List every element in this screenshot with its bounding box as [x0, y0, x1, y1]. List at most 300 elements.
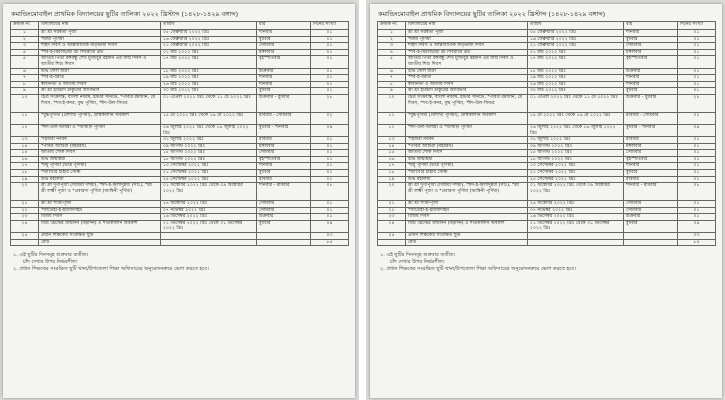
cell-name: *বুদ্ধপূর্ণিমা (বৈশাখী পূর্ণিমা), গ্রীষ্মকালীন অবকাশ — [406, 112, 528, 124]
cell-serial — [11, 239, 39, 246]
cell-days: ০১ — [678, 163, 716, 170]
table-row — [11, 137, 349, 144]
cell-serial: ৪ — [378, 49, 406, 56]
cell-days: ০৯ — [678, 220, 716, 232]
table-row — [378, 156, 716, 163]
table-row — [378, 233, 716, 240]
cell-serial: ১১ — [11, 112, 39, 124]
cell-name: *ঈদ-উল-আযহা ও *আষাঢ়ী পূর্ণিমা — [406, 124, 528, 136]
cell-day — [624, 239, 678, 246]
cell-day: শনিবার — [257, 75, 311, 82]
cell-date: ০৫ ফেব্রুয়ারি ২০২২ খ্রিঃ — [528, 30, 624, 37]
cell-date: ১৫ আগস্ট ২০২২ খ্রিঃ — [528, 150, 624, 157]
cell-date: ৩১ জুলাই ২০২২ খ্রিঃ — [161, 137, 257, 144]
table-row — [378, 176, 716, 183]
table-row — [11, 143, 349, 150]
col-header-serial: ক্রমিক নং — [378, 22, 406, 30]
table-row — [378, 239, 716, 246]
col-header-days: দিনের সংখ্যা — [311, 22, 349, 30]
cell-date: ২৬ মার্চ ২০২২ খ্রিঃ — [161, 81, 257, 88]
cell-name: শ্রী শ্রী শ্যামাপূজা — [39, 201, 161, 208]
cell-days: ০১ — [678, 68, 716, 75]
cell-days: ০১ — [678, 150, 716, 157]
cell-day: রবিবার - সোমবার — [624, 112, 678, 124]
cell-date: ০৯ আগস্ট ২০২২ খ্রিঃ — [528, 143, 624, 150]
cell-days: ০১ — [311, 207, 349, 214]
cell-date: ৩১ জুলাই ২০২২ খ্রিঃ — [528, 137, 624, 144]
cell-day: শনিবার - রবিবার — [624, 183, 678, 201]
table-row — [11, 214, 349, 221]
cell-name: *ফাতেহা-ই-ইয়াজদাহম — [406, 207, 528, 214]
cell-day: শুক্রবার - বুধবার — [624, 94, 678, 112]
cell-days: ০২ — [311, 112, 349, 124]
cell-serial: ১৯ — [11, 176, 39, 183]
cell-days: ৮৫ — [678, 239, 716, 246]
col-header-name: বিদ্যালয়ের নাম — [406, 22, 528, 30]
cell-date: ১৭ মার্চ ২০২২ খ্রিঃ — [161, 56, 257, 68]
cell-serial: ২২ — [11, 207, 39, 214]
cell-date: ০৭ নভেম্বর ২০২২ খ্রিঃ — [161, 207, 257, 214]
cell-name: শ্রী শ্রী সরস্বতী পূজা — [406, 30, 528, 37]
cell-day: মঙ্গলবার — [624, 143, 678, 150]
cell-day: শনিবার — [257, 30, 311, 37]
table-row — [378, 183, 716, 201]
cell-name: শুভ জন্মাষ্টমী — [406, 156, 528, 163]
cell-date: ১৮ মার্চ ২০২২ খ্রিঃ — [161, 68, 257, 75]
cell-day: শুক্রবার - বুধবার — [257, 94, 311, 112]
cell-day: সোমবার — [257, 150, 311, 157]
cell-day: বুধবার — [257, 88, 311, 95]
cell-day — [257, 239, 311, 246]
cell-days: ০৩ — [311, 233, 349, 240]
cell-days: ০১ — [678, 201, 716, 208]
table-row — [11, 81, 349, 88]
cell-name: স্বাধীনতা ও জাতীয় দিবস — [406, 81, 528, 88]
cell-name: *বুদ্ধপূর্ণিমা (বৈশাখী পূর্ণিমা), গ্রীষ্মকালীন অবকাশ — [39, 112, 161, 124]
cell-day: সোমবার — [624, 207, 678, 214]
table-row — [378, 150, 716, 157]
cell-date: ৩০ মার্চ ২০২২ খ্রিঃ — [528, 88, 624, 95]
cell-days: ০১ — [311, 56, 349, 68]
cell-date: ১০ সেপ্টেম্বর ২০২২ খ্রিঃ — [161, 163, 257, 170]
cell-serial: ১৭ — [378, 163, 406, 170]
cell-serial: ১২ — [378, 124, 406, 136]
table-row — [378, 124, 716, 136]
cell-days: ০১ — [678, 36, 716, 43]
cell-date: ০৬ জুলাই ২০২২ খ্রিঃ থেকে ১৬ জুলাই ২০২২ খ্রিঃ — [528, 124, 624, 136]
table-row — [11, 94, 349, 112]
table-row — [378, 163, 716, 170]
cell-name: শ্রী শ্রী শ্যামাপূজা — [406, 201, 528, 208]
cell-name: জাতীয় শোক দিবস — [406, 150, 528, 157]
cell-days: ০১ — [678, 30, 716, 37]
cell-day: মঙ্গলবার — [257, 143, 311, 150]
cell-days: ০১ — [311, 214, 349, 221]
table-row — [378, 43, 716, 50]
cell-day: রবিবার - সোমবার — [257, 112, 311, 124]
cell-serial: ২ — [11, 36, 39, 43]
cell-name: মোট — [406, 239, 528, 246]
cell-name: জাতীয় শোক দিবস — [39, 150, 161, 157]
cell-day — [257, 233, 311, 240]
cell-serial: ২১ — [378, 201, 406, 208]
table-row — [11, 207, 349, 214]
table-row — [378, 137, 716, 144]
cell-days: ০১ — [311, 201, 349, 208]
cell-serial: ২০ — [378, 183, 406, 201]
cell-days: ০১ — [311, 30, 349, 37]
cell-day: শনিবার — [624, 163, 678, 170]
table-row — [11, 220, 349, 232]
cell-date: ১৮ আগস্ট ২০২২ খ্রিঃ — [528, 156, 624, 163]
cell-date: ২৫ সেপ্টেম্বর ২০২২ খ্রিঃ — [161, 176, 257, 183]
cell-days: ০১ — [311, 150, 349, 157]
cell-serial: ৩ — [11, 43, 39, 50]
cell-day: বৃহস্পতিবার — [624, 56, 678, 68]
cell-days: ০১ — [678, 88, 716, 95]
cell-serial: ১০ — [378, 94, 406, 112]
cell-day: শুক্রবার — [624, 214, 678, 221]
cell-serial: ১২ — [11, 124, 39, 136]
cell-name: *মাঘী পূর্ণিমা — [39, 36, 161, 43]
cell-days: ০১ — [311, 137, 349, 144]
cell-serial: ১৬ — [11, 156, 39, 163]
cell-date — [161, 239, 257, 246]
cell-day: শুক্রবার — [257, 68, 311, 75]
cell-date: ১৫ আগস্ট ২০২২ খ্রিঃ — [161, 150, 257, 157]
cell-serial: ১৫ — [11, 150, 39, 157]
table-row — [11, 88, 349, 95]
table-row — [11, 56, 349, 68]
cell-serial: ১৮ — [11, 170, 39, 177]
cell-days: ০১ — [678, 214, 716, 221]
cell-days: ২৮ — [311, 94, 349, 112]
notes — [13, 252, 355, 273]
cell-serial: ১১ — [378, 112, 406, 124]
table-row — [11, 156, 349, 163]
cell-date: ১৬ ডিসেম্বর ২০২২ খ্রিঃ — [161, 214, 257, 221]
cell-day: বুধবার — [624, 36, 678, 43]
cell-name: যিশু খ্রিস্টের জন্মদিন (বড়দিন) ও শীতকালীন অবকাশ — [406, 220, 528, 232]
cell-days: ০১ — [311, 170, 349, 177]
table-row — [378, 170, 716, 177]
table-row — [11, 30, 349, 37]
cell-serial: ১৯ — [378, 176, 406, 183]
cell-day — [624, 233, 678, 240]
cell-day: সোমবার — [257, 207, 311, 214]
cell-serial: ৭ — [378, 75, 406, 82]
note-line: চাঁদ দেখার উপর নির্ভরশীল। — [23, 259, 78, 266]
cell-days: ০১ — [678, 75, 716, 82]
cell-name: *শব-ই-বরাত — [39, 75, 161, 82]
cell-days: ০১ — [311, 81, 349, 88]
cell-date: ২১ ফেব্রুয়ারি ২০২২ খ্রিঃ — [528, 43, 624, 50]
cell-days: ০১ — [311, 176, 349, 183]
note-line: ১. এই ছুটির দিনসমূহ শুক্রবার ব্যতীত। — [13, 252, 89, 259]
table-row — [378, 36, 716, 43]
cell-day: রবিবার — [257, 137, 311, 144]
col-header-day: বার — [257, 22, 311, 30]
cell-date: ০১ মার্চ ২০২২ খ্রিঃ — [161, 49, 257, 56]
col-header-name: বিদ্যালয়ের নাম — [39, 22, 161, 30]
cell-date: ১৫ মে ২০২২ খ্রিঃ থেকে ১৬ মে ২০২২ খ্রিঃ — [161, 112, 257, 124]
cell-days: ০১ — [678, 176, 716, 183]
cell-name: *শব-ই-মিরাজ/শ্রী শ্রী শিবরাত্রি ব্রত — [406, 49, 528, 56]
cell-day: শনিবার — [257, 81, 311, 88]
cell-day: বুধবার - শনিবার — [257, 124, 311, 136]
cell-name: *শব-ই-মিরাজ/শ্রী শ্রী শিবরাত্রি ব্রত — [39, 49, 161, 56]
document-title: কমান্ডিংমোবাইল প্রাথমিক বিদ্যালয়ের ছুটির তালিকা ২০২২ খ্রিস্টাব্দ (১৪২৮-১৪২৯ বঙ্গাব্দ) — [378, 10, 606, 18]
cell-day: বুধবার — [257, 170, 311, 177]
cell-serial: ২৫ — [378, 233, 406, 240]
cell-serial: ২ — [378, 36, 406, 43]
cell-date: ০৭ নভেম্বর ২০২২ খ্রিঃ — [528, 207, 624, 214]
cell-days: ০৮ — [678, 183, 716, 201]
cell-days: ০১ — [678, 43, 716, 50]
table-row — [11, 75, 349, 82]
cell-day: সোমবার — [257, 43, 311, 50]
cell-serial: ৮ — [11, 81, 39, 88]
table-row — [378, 214, 716, 221]
cell-date: ১৯ মার্চ ২০২২ খ্রিঃ — [528, 75, 624, 82]
cell-day: শনিবার — [624, 81, 678, 88]
cell-date: ১৬ ফেব্রুয়ারি ২০২২ খ্রিঃ — [161, 36, 257, 43]
cell-serial: ১০ — [11, 94, 39, 112]
cell-days: ৮৫ — [311, 239, 349, 246]
cell-date — [528, 239, 624, 246]
cell-serial: ১৩ — [11, 137, 39, 144]
cell-day: বৃহস্পতিবার — [257, 156, 311, 163]
cell-serial: ১৭ — [11, 163, 39, 170]
cell-days: ০৯ — [311, 220, 349, 232]
cell-day: বৃহস্পতিবার — [624, 156, 678, 163]
note-line: ২. প্রধান শিক্ষকের সংরক্ষিত ছুটি থানা/উপজেলা শিক্ষা অফিসারের অনুমোদনক্রমে ভোগ করতে হবে। — [13, 266, 209, 273]
col-header-date: তারিখ — [161, 22, 257, 30]
table-row — [378, 75, 716, 82]
table-row — [378, 220, 716, 232]
cell-name: *আখেরি চাহার সোম্বা — [406, 170, 528, 177]
table-row — [378, 201, 716, 208]
cell-name: স্বাধীনতা ও জাতীয় দিবস — [39, 81, 161, 88]
cell-day: বৃহস্পতিবার — [257, 56, 311, 68]
table-row — [378, 207, 716, 214]
cell-days: ০১ — [678, 49, 716, 56]
cell-days: ০৩ — [678, 233, 716, 240]
cell-name: বিজয় দিবস — [39, 214, 161, 221]
cell-days: ০১ — [311, 49, 349, 56]
table-row — [378, 143, 716, 150]
cell-name: প্রধান শিক্ষকের সংরক্ষিত ছুটি — [406, 233, 528, 240]
cell-date — [161, 233, 257, 240]
table-row — [378, 56, 716, 68]
col-header-date: তারিখ — [528, 22, 624, 30]
cell-serial: ১৫ — [378, 150, 406, 157]
cell-serial: ২২ — [378, 207, 406, 214]
cell-date: ২১ সেপ্টেম্বর ২০২২ খ্রিঃ — [528, 170, 624, 177]
cell-name: শ্রী শ্রী সরস্বতী পূজা — [39, 30, 161, 37]
cell-name: শুভ দোল যাত্রা — [39, 68, 161, 75]
cell-name: শহিদ দিবস ও আন্তর্জাতিক মাতৃভাষা দিবস — [406, 43, 528, 50]
cell-date: ১৯ মার্চ ২০২২ খ্রিঃ — [161, 75, 257, 82]
cell-name: মোট — [39, 239, 161, 246]
cell-serial: ২১ — [11, 201, 39, 208]
cell-name: *পবিত্র আশুরা (মহররম) — [39, 143, 161, 150]
cell-days: ০১ — [678, 156, 716, 163]
cell-serial: ৭ — [11, 75, 39, 82]
table-row — [11, 36, 349, 43]
cell-days: ০১ — [678, 207, 716, 214]
table-row — [11, 68, 349, 75]
cell-day: সোমবার — [624, 201, 678, 208]
cell-serial: ২০ — [11, 183, 39, 201]
table-row — [378, 112, 716, 124]
cell-date: ১৫ মে ২০২২ খ্রিঃ থেকে ১৬ মে ২০২২ খ্রিঃ — [528, 112, 624, 124]
cell-date: ০৯ আগস্ট ২০২২ খ্রিঃ — [161, 143, 257, 150]
cell-name: চৈত্র সংক্রান্তি, বাংলা নববর্ষ, ইস্টার সানডে, *পবিত্র রমজান, মে দিবস, *শব-ই-কদর, বুদ্ধ পূর্ণিমা, *ঈদ-উল-ফিতর — [39, 94, 161, 112]
cell-serial: ২৫ — [11, 233, 39, 240]
col-header-day: বার — [624, 22, 678, 30]
holiday-table — [10, 21, 349, 246]
cell-serial: ১৪ — [378, 143, 406, 150]
cell-day: রবিবার — [624, 176, 678, 183]
cell-date: ০১ মার্চ ২০২২ খ্রিঃ — [528, 49, 624, 56]
table-row — [11, 201, 349, 208]
cell-serial: ১৩ — [378, 137, 406, 144]
cell-date: ২৫ সেপ্টেম্বর ২০২২ খ্রিঃ — [528, 176, 624, 183]
table-row — [378, 49, 716, 56]
cell-serial: ৬ — [11, 68, 39, 75]
cell-date: ২১ সেপ্টেম্বর ২০২২ খ্রিঃ — [161, 170, 257, 177]
cell-day: শনিবার — [624, 30, 678, 37]
cell-serial: ২৩ — [11, 214, 39, 221]
cell-day: বুধবার - শনিবার — [624, 124, 678, 136]
cell-name: শ্রী শ্রী দুর্গাপূজা (বিজয়া দশমী), *ঈদ-ই-মিলাদুন্নবী (সাঃ), *শ্রী শ্রী লক্ষ্মী পূজা ও *প্রবারণা পূর্ণিমা (আশ্বিনী পূর্ণিমা) — [39, 183, 161, 201]
cell-day: শনিবার — [624, 75, 678, 82]
cell-date: ১৮ মার্চ ২০২২ খ্রিঃ — [528, 68, 624, 75]
cell-day: বুধবার — [624, 170, 678, 177]
cell-date: ১৬ ডিসেম্বর ২০২২ খ্রিঃ — [528, 214, 624, 221]
col-header-serial: ক্রমিক নং — [11, 22, 39, 30]
note-line: চাঁদ দেখার উপর নির্ভরশীল। — [390, 259, 445, 266]
cell-serial: ২৩ — [378, 214, 406, 221]
cell-date: ১৭ মার্চ ২০২২ খ্রিঃ — [528, 56, 624, 68]
cell-days: ০৯ — [678, 124, 716, 136]
cell-name: জাতির পিতা বঙ্গবন্ধু শেখ মুজিবুর রহমান এর জন্ম দিবস ও জাতীয় শিশু দিবস — [39, 56, 161, 68]
table-row — [11, 170, 349, 177]
holiday-sheet-left — [3, 4, 355, 398]
cell-days: ০১ — [311, 43, 349, 50]
cell-serial: ২৪ — [11, 220, 39, 232]
cell-name: শ্রী শ্রী দুর্গাপূজা (বিজয়া দশমী), *ঈদ-ই-মিলাদুন্নবী (সাঃ), *শ্রী শ্রী লক্ষ্মী পূজা ও *প্রবারণা পূর্ণিমা (আশ্বিনী পূর্ণিমা) — [406, 183, 528, 201]
cell-date: ১৬ ফেব্রুয়ারি ২০২২ খ্রিঃ — [528, 36, 624, 43]
cell-name: *আখেরি চাহার সোম্বা — [39, 170, 161, 177]
cell-name: শহিদ দিবস ও আন্তর্জাতিক মাতৃভাষা দিবস — [39, 43, 161, 50]
cell-days: ০১ — [311, 88, 349, 95]
cell-name: যিশু খ্রিস্টের জন্মদিন (বড়দিন) ও শীতকালীন অবকাশ — [39, 220, 161, 232]
cell-date — [528, 233, 624, 240]
cell-name: *হিজরী নববর্ষ — [39, 137, 161, 144]
cell-name: *মধু পূর্ণিমা (ভাদ্র পূর্ণিমা) — [406, 163, 528, 170]
cell-date: ৩০ মার্চ ২০২২ খ্রিঃ — [161, 88, 257, 95]
table-row — [11, 239, 349, 246]
cell-serial: ৩ — [378, 43, 406, 50]
cell-days: ০১ — [311, 156, 349, 163]
cell-name: চৈত্র সংক্রান্তি, বাংলা নববর্ষ, ইস্টার সানডে, *পবিত্র রমজান, মে দিবস, *শব-ই-কদর, বুদ্ধ পূর্ণিমা, *ঈদ-উল-ফিতর — [406, 94, 528, 112]
cell-date: ২৬ মার্চ ২০২২ খ্রিঃ — [528, 81, 624, 88]
cell-day: বুধবার — [624, 88, 678, 95]
cell-name: শুভ মহালয়া — [406, 176, 528, 183]
note-line: ২. প্রধান শিক্ষকের সংরক্ষিত ছুটি থানা/উপজেলা শিক্ষা অফিসারের অনুমোদনক্রমে ভোগ করতে হবে। — [380, 266, 576, 273]
cell-day: সোমবার — [257, 201, 311, 208]
notes — [380, 252, 722, 273]
cell-day: সোমবার — [624, 43, 678, 50]
table-row — [378, 94, 716, 112]
cell-days: ০১ — [311, 143, 349, 150]
page-divider — [359, 0, 366, 400]
cell-name: শুভ জন্মাষ্টমী — [39, 156, 161, 163]
table-row — [11, 163, 349, 170]
cell-date: ০৬ জুলাই ২০২২ খ্রিঃ থেকে ১৬ জুলাই ২০২২ খ্রিঃ — [161, 124, 257, 136]
cell-name: বিজয় দিবস — [406, 214, 528, 221]
cell-date: ০১ অক্টোবর ২০২২ খ্রিঃ থেকে ০৯ অক্টোবর ২০২২ খ্রিঃ — [528, 183, 624, 201]
cell-day: রবিবার — [624, 137, 678, 144]
document-title: কমান্ডিংমোবাইল প্রাথমিক বিদ্যালয়ের ছুটির তালিকা ২০২২ খ্রিস্টাব্দ (১৪২৮-১৪২৯ বঙ্গাব্দ) — [11, 10, 239, 18]
table-row — [11, 124, 349, 136]
cell-days: ০১ — [311, 75, 349, 82]
holiday-sheet-right — [370, 4, 722, 398]
cell-date: ২৪ অক্টোবর ২০২২ খ্রিঃ — [528, 201, 624, 208]
cell-day: সোমবার — [624, 150, 678, 157]
cell-day: শনিবার - রবিবার — [257, 183, 311, 201]
table-row — [11, 233, 349, 240]
cell-serial: ১৮ — [378, 170, 406, 177]
table-row — [11, 183, 349, 201]
cell-serial: ১৪ — [11, 143, 39, 150]
cell-date: ২১ ডিসেম্বর ২০২২ খ্রিঃ থেকে ৩১ ডিসেম্বর ২০২২ খ্রিঃ — [161, 220, 257, 232]
table-row — [11, 112, 349, 124]
cell-name: শ্রী শ্রী হরিচাঁদ ঠাকুরের আবির্ভাব — [406, 88, 528, 95]
cell-name: *মধু পূর্ণিমা (ভাদ্র পূর্ণিমা) — [39, 163, 161, 170]
cell-day: শনিবার — [257, 163, 311, 170]
cell-name: *পবিত্র আশুরা (মহররম) — [406, 143, 528, 150]
table-row — [11, 49, 349, 56]
cell-serial: ৮ — [378, 81, 406, 88]
table-row — [378, 81, 716, 88]
cell-days: ০১ — [311, 163, 349, 170]
cell-serial: ১ — [11, 30, 39, 37]
cell-date: ০১ অক্টোবর ২০২২ খ্রিঃ থেকে ০৯ অক্টোবর ২০২২ খ্রিঃ — [161, 183, 257, 201]
cell-day: বুধবার — [257, 220, 311, 232]
table-row — [378, 68, 716, 75]
cell-serial: ৯ — [378, 88, 406, 95]
note-line: ১. এই ছুটির দিনসমূহ শুক্রবার ব্যতীত। — [380, 252, 456, 259]
cell-date: ২৪ অক্টোবর ২০২২ খ্রিঃ — [161, 201, 257, 208]
cell-name: *হিজরী নববর্ষ — [406, 137, 528, 144]
cell-name: জাতির পিতা বঙ্গবন্ধু শেখ মুজিবুর রহমান এর জন্ম দিবস ও জাতীয় শিশু দিবস — [406, 56, 528, 68]
cell-day: রবিবার — [257, 176, 311, 183]
table-row — [11, 43, 349, 50]
cell-days: ২৮ — [678, 94, 716, 112]
cell-day: শুক্রবার — [624, 68, 678, 75]
cell-days: ০৮ — [311, 183, 349, 201]
table-row — [378, 88, 716, 95]
holiday-table — [377, 21, 716, 246]
cell-serial: ৯ — [11, 88, 39, 95]
cell-days: ০২ — [678, 112, 716, 124]
cell-days: ০১ — [678, 81, 716, 88]
table-row — [11, 176, 349, 183]
cell-date: ০১ এপ্রিল ২০২২ খ্রিঃ থেকে ১১ মে ২০২২ খ্রিঃ — [528, 94, 624, 112]
